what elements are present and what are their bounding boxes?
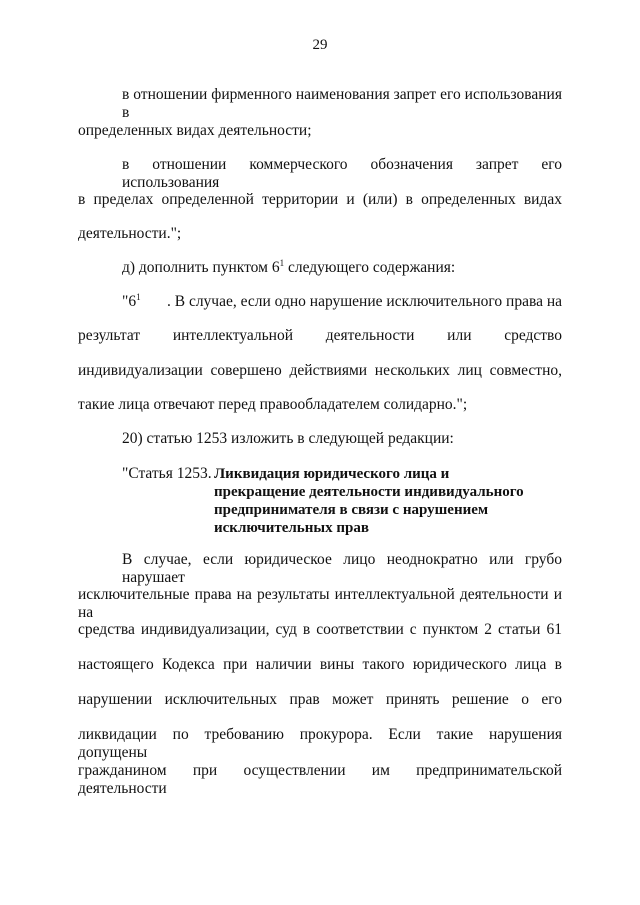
paragraph-line: д) дополнить пунктом $6^1$ следующего содержания: [122,258,456,276]
paragraph-line: в пределах определенной территории и (или) в определенных видах [78,191,562,208]
paragraph-line: нарушении исключительных прав может принять решение о его [78,691,562,708]
paragraph-line: такие лица отвечают перед правообладателем солидарно."; [78,396,468,413]
paragraph-line: определенных видах деятельности; [78,122,312,139]
paragraph-line: результат интеллектуальной деятельности или средство [78,327,562,344]
paragraph-line: настоящего Кодекса при наличии вины такого юридического лица в [78,656,562,673]
page-number: 29 [312,37,328,53]
paragraph-line: средства индивидуализации, суд в соответствии с пунктом 2 статьи 61 [78,621,562,638]
article-title: Ликвидация юридического лица и прекращение деятельности индивидуального предпринимателя в связи с нарушением исключительных прав [214,466,524,536]
paragraph-line: исключительные права на результаты интеллектуальной деятельности и на [78,586,562,621]
paragraph-line: гражданином при осуществлении им предпринимательской деятельности [78,762,562,797]
superscript: 1 [279,258,285,268]
paragraph-line: индивидуализации совершено действиями нескольких лиц совместно, [78,362,562,379]
superscript: 1 [136,292,141,302]
paragraph-line: ликвидации по требованию прокурора. Если такие нарушения допущены [78,726,562,761]
paragraph-line: в отношении фирменного наименования запрет его использования в [122,86,562,121]
paragraph-line: в отношении коммерческого обозначения запрет его использования [122,156,562,191]
article-label: "Статья 1253. [122,465,212,482]
paragraph-line: 20) статью 1253 изложить в следующей редакции: [122,430,454,447]
paragraph-line: деятельности."; [78,225,182,242]
paragraph-line: "$6^1$ . В случае, если одно нарушение исключительного права на [122,292,562,310]
paragraph-line: В случае, если юридическое лицо неоднократно или грубо нарушает [122,551,562,586]
